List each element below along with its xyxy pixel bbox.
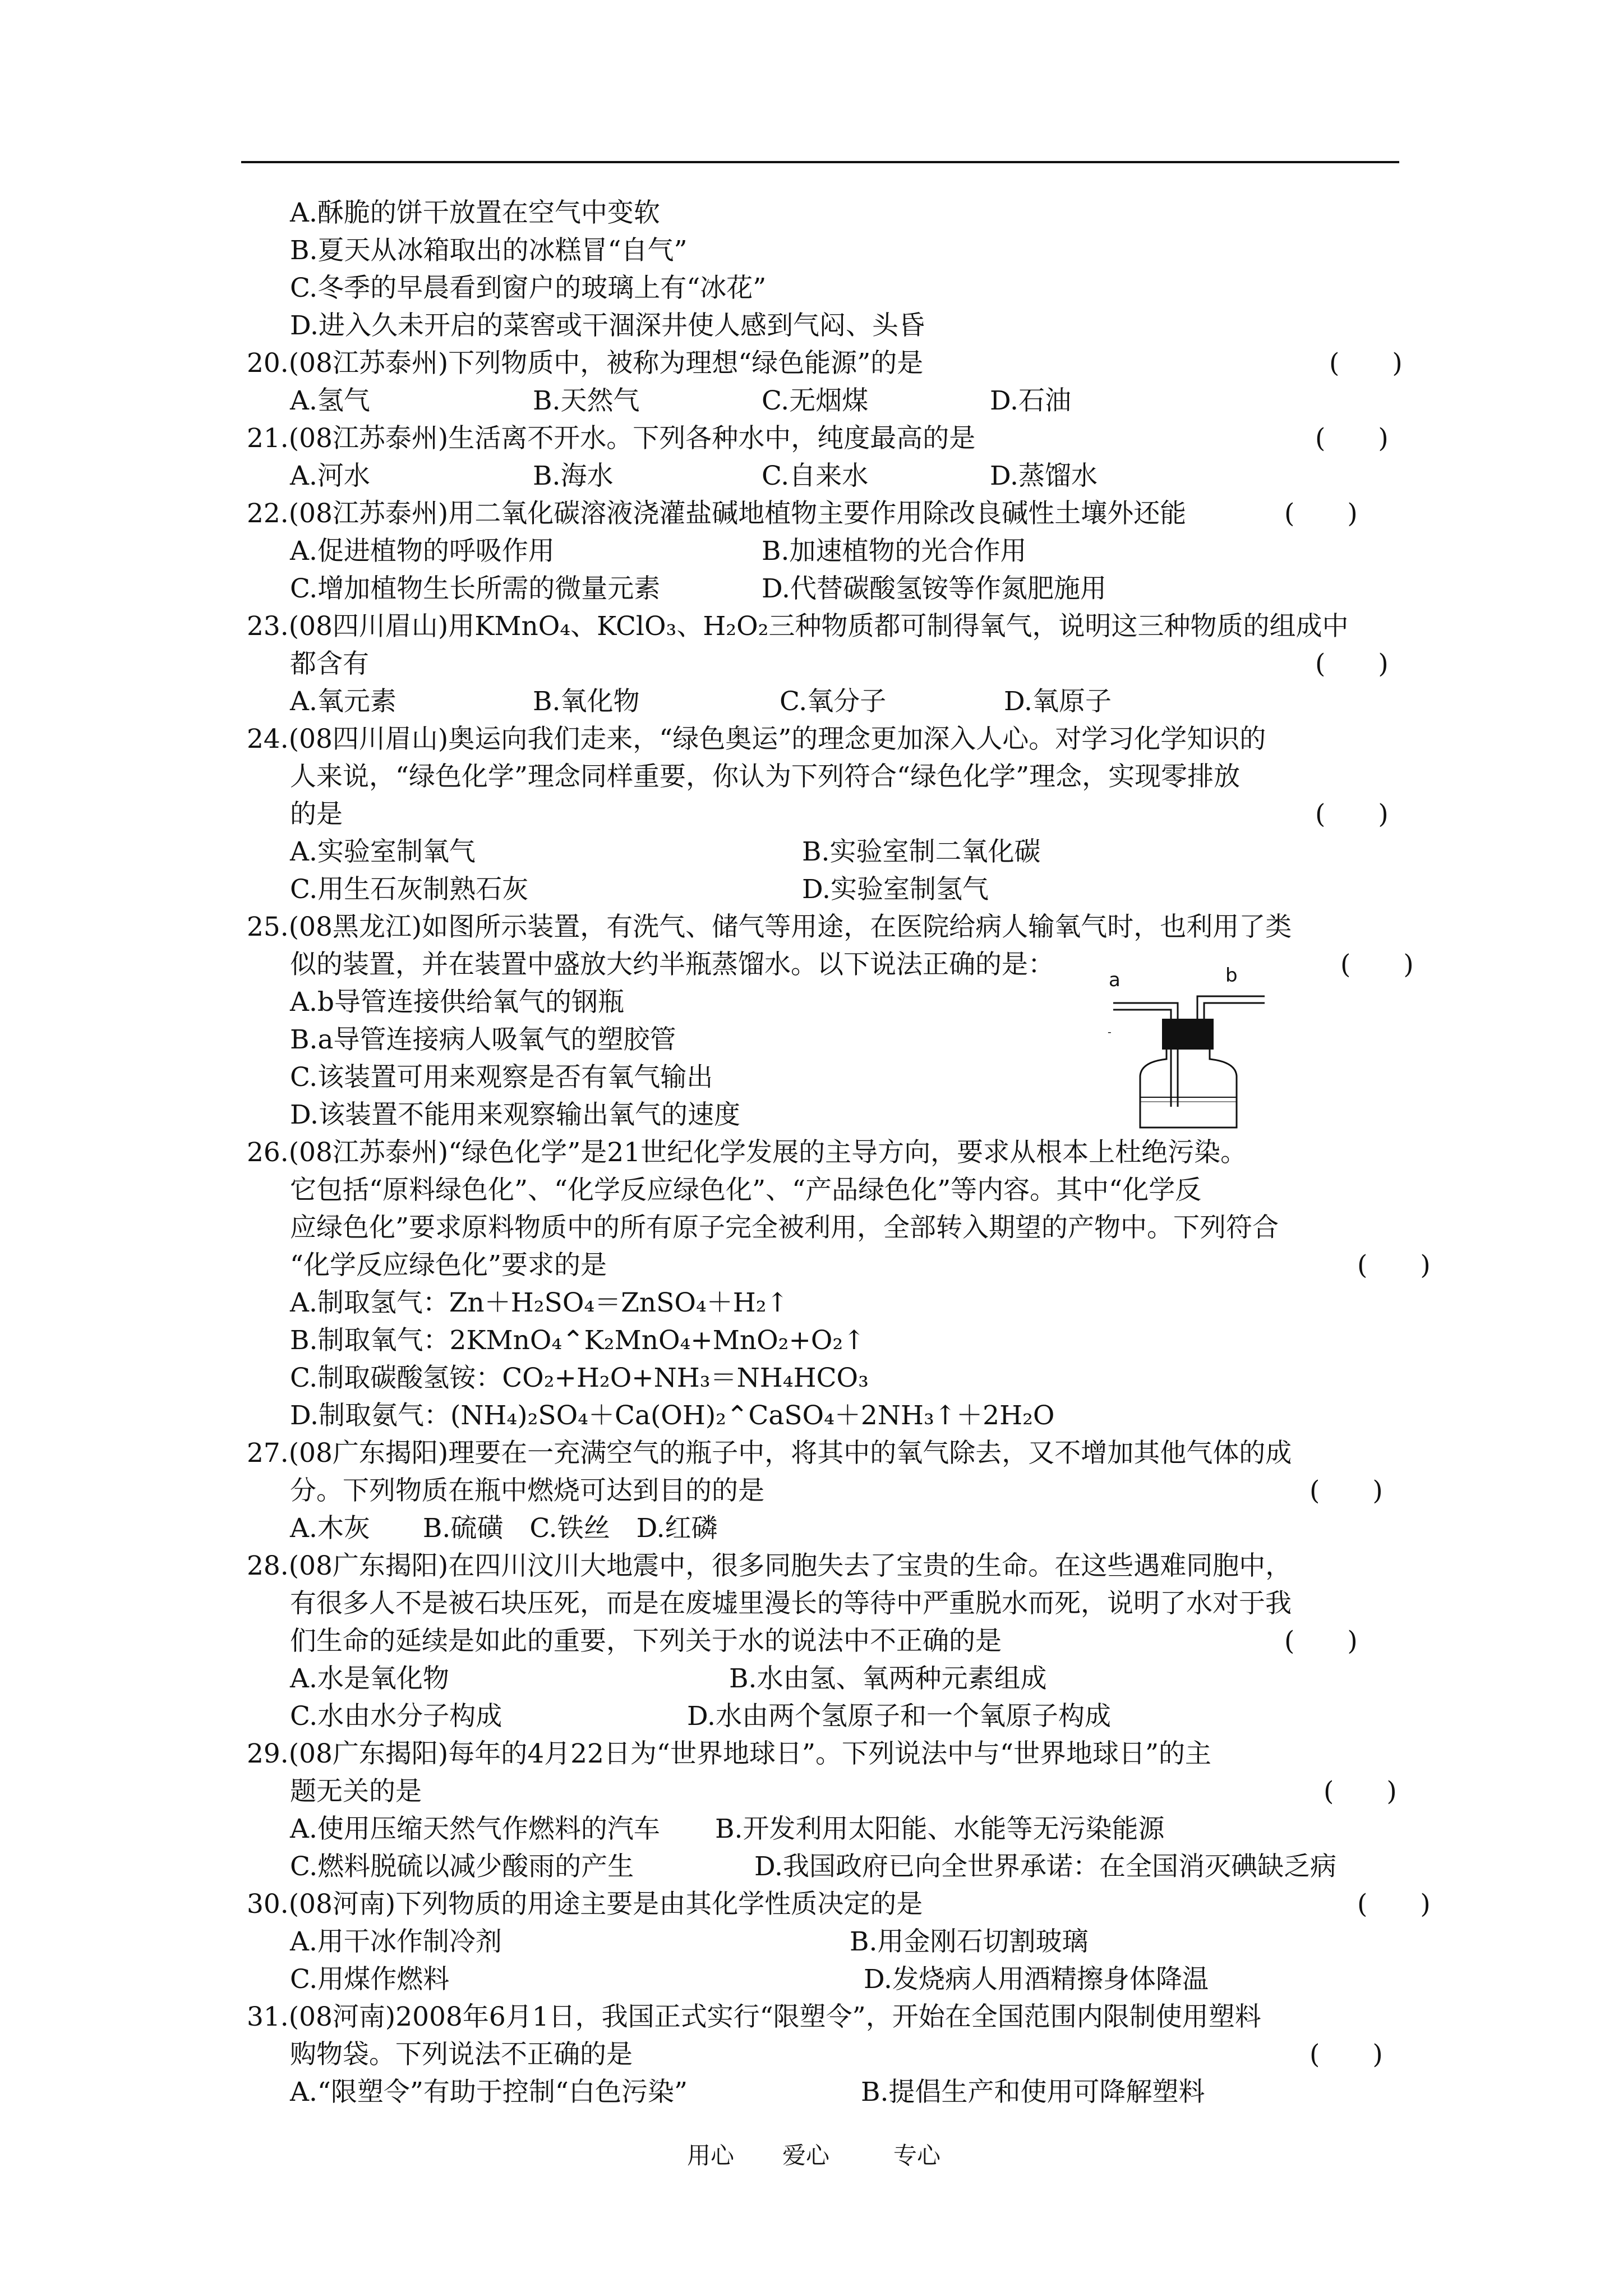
q31-answer-blank: ( ) [1310,2039,1383,2070]
q27-options: A.木灰 B.硫磺 C.铁丝 D.红磷 [290,1513,718,1544]
tube-b [1197,996,1265,1020]
q21-option-a: A.河水 [290,461,370,491]
q26-option-c: C.制取碳酸氢铵：CO₂+H₂O+NH₃＝NH₄HCO₃ [290,1363,869,1393]
q23-option-a: A.氧元素 [290,686,396,717]
q21-option-c: C.自来水 [762,461,869,491]
q28-option-d: D.水由两个氢原子和一个氧原子构成 [687,1701,1111,1732]
q19-option-a: A.酥脆的饼干放置在空气中变软 [290,197,660,228]
q22-option-d: D.代替碳酸氢铵等作氮肥施用 [762,573,1106,604]
q19-option-d: D.进入久未开启的菜窖或干涸深井使人感到气闷、头昏 [290,310,925,341]
q22-option-a: A.促进植物的呼吸作用 [290,536,555,567]
q20-option-c: C.无烟煤 [762,385,869,416]
bottle [1140,1050,1237,1128]
q28-stem-line1: 28.(08广东揭阳)在四川汶川大地震中，很多同胞失去了宝贵的生命。在这些遇难同胞中， [247,1550,1292,1581]
q27-answer-blank: ( ) [1310,1475,1383,1506]
q30-option-d: D.发烧病人用酒精擦身体降温 [864,1964,1209,1995]
q26-stem-line3: 应绿色化”要求原料物质中的所有原子完全被利用，全部转入期望的产物中。下列符合 [290,1212,1279,1243]
footer-word-1: 用心 [687,2142,735,2169]
q25-stem-line2: 似的装置，并在装置中盛放大约半瓶蒸馏水。以下说法正确的是： [290,949,1054,980]
q30-answer-blank: ( ) [1357,1889,1431,1920]
gas-washing-bottle-figure [1108,964,1293,1132]
q20-option-a: A.氢气 [290,385,370,416]
q24-stem-line2: 人来说，“绿色化学”理念同样重要，你认为下列符合“绿色化学”理念，实现零排放 [290,761,1241,792]
q24-option-a: A.实验室制氧气 [290,836,476,867]
q20-stem: 20.(08江苏泰州)下列物质中，被称为理想“绿色能源”的是 [247,348,924,379]
q28-option-b: B.水由氢、氧两种元素组成 [729,1663,1047,1694]
q24-stem-line1: 24.(08四川眉山)奥运向我们走来，“绿色奥运”的理念更加深入人心。对学习化学知识的 [247,724,1266,754]
q23-stem-line2: 都含有 [290,648,369,679]
q27-stem-line2: 分。下列物质在瓶中燃烧可达到目的的是 [290,1475,764,1506]
q26-stem-line1: 26.(08江苏泰州)“绿色化学”是21世纪化学发展的主导方向，要求从根本上杜绝污染。 [247,1137,1247,1168]
tube-label-b: b [1225,964,1238,987]
q26-option-b: B.制取氧气：2KMnO₄⌃K₂MnO₄+MnO₂+O₂↑ [290,1325,865,1356]
q24-stem-line3: 的是 [290,799,343,830]
rubber-stopper [1162,1019,1214,1050]
q29-stem-line1: 29.(08广东揭阳)每年的4月22日为“世界地球日”。下列说法中与“世界地球日”的主 [247,1738,1212,1769]
q31-option-a: A.“限塑令”有助于控制“白色污染” [290,2077,688,2108]
q25-option-d: D.该装置不能用来观察输出氧气的速度 [290,1099,740,1130]
q30-option-b: B.用金刚石切割玻璃 [850,1926,1089,1957]
q29-option-d: D.我国政府已向全世界承诺：在全国消灭碘缺乏病 [754,1851,1336,1882]
q24-option-b: B.实验室制二氧化碳 [802,836,1041,867]
q26-answer-blank: ( ) [1357,1250,1431,1281]
q20-answer-blank: ( ) [1329,348,1403,379]
q29-stem-line2: 题无关的是 [290,1776,422,1807]
q23-option-d: D.氧原子 [1004,686,1112,717]
footer-word-2: 爱心 [782,2142,830,2169]
q25-stem-line1: 25.(08黑龙江)如图所示装置，有洗气、储气等用途，在医院给病人输氧气时，也利用了类 [247,912,1292,942]
q26-stem-line4: “化学反应绿色化”要求的是 [290,1250,607,1281]
q31-stem-line1: 31.(08河南)2008年6月1日，我国正式实行“限塑令”，开始在全国范围内限制使用塑料 [247,2001,1261,2032]
q22-option-c: C.增加植物生长所需的微量元素 [290,573,661,604]
q31-option-b: B.提倡生产和使用可降解塑料 [861,2077,1205,2108]
q28-stem-line2: 有很多人不是被石块压死，而是在废墟里漫长的等待中严重脱水而死，说明了水对于我 [290,1588,1292,1619]
q27-stem-line1: 27.(08广东揭阳)理要在一充满空气的瓶子中，将其中的氧气除去，又不增加其他气体的成 [247,1438,1292,1469]
q29-option-c: C.燃料脱硫以减少酸雨的产生 [290,1851,634,1882]
q28-option-a: A.水是氧化物 [290,1663,449,1694]
q28-option-c: C.水由水分子构成 [290,1701,502,1732]
svg-text:-: - [1108,1025,1112,1038]
q24-option-d: D.实验室制氢气 [802,874,989,905]
q21-option-b: B.海水 [533,461,614,491]
q23-option-c: C.氧分子 [780,686,887,717]
q29-option-a: A.使用压缩天然气作燃料的汽车 [290,1814,660,1844]
q23-stem-line1: 23.(08四川眉山)用KMnO₄、KClO₃、H₂O₂三种物质都可制得氧气，说明这三种物质的组成中 [247,611,1349,642]
q28-answer-blank: ( ) [1284,1626,1358,1657]
q23-option-b: B.氧化物 [533,686,640,717]
q24-option-c: C.用生石灰制熟石灰 [290,874,529,905]
q23-answer-blank: ( ) [1315,648,1389,679]
q19-option-b: B.夏天从冰箱取出的冰糕冒“自气” [290,235,688,266]
q25-answer-blank: ( ) [1340,949,1414,980]
q30-option-a: A.用干冰作制冷剂 [290,1926,502,1957]
q26-option-a: A.制取氢气：Zn＋H₂SO₄＝ZnSO₄＋H₂↑ [290,1287,789,1318]
q30-stem: 30.(08河南)下列物质的用途主要是由其化学性质决定的是 [247,1889,923,1920]
q29-answer-blank: ( ) [1324,1776,1397,1807]
q20-option-d: D.石油 [990,385,1071,416]
q21-stem: 21.(08江苏泰州)生活离不开水。下列各种水中，纯度最高的是 [247,423,976,454]
q30-option-c: C.用煤作燃料 [290,1964,450,1995]
footer-word-3: 专心 [893,2142,941,2169]
q24-answer-blank: ( ) [1315,799,1389,830]
q25-option-c: C.该装置可用来观察是否有氧气输出 [290,1062,713,1093]
q26-stem-line2: 它包括“原料绿色化”、“化学反应绿色化”、“产品绿色化”等内容。其中“化学反 [290,1175,1202,1205]
q31-stem-line2: 购物袋。下列说法不正确的是 [290,2039,633,2070]
q25-option-a: A.b导管连接供给氧气的钢瓶 [290,987,624,1018]
q22-answer-blank: ( ) [1284,498,1358,529]
q29-option-b: B.开发利用太阳能、水能等无污染能源 [715,1814,1165,1844]
q22-option-b: B.加速植物的光合作用 [762,536,1027,567]
tube-a [1113,1003,1178,1107]
q19-option-c: C.冬季的早晨看到窗户的玻璃上有“冰花” [290,273,767,303]
q26-option-d: D.制取氨气：(NH₄)₂SO₄＋Ca(OH)₂⌃CaSO₄＋2NH₃↑＋2H₂O [290,1400,1055,1431]
q20-option-b: B.天然气 [533,385,640,416]
q22-stem: 22.(08江苏泰州)用二氧化碳溶液浇灌盐碱地植物主要作用除改良碱性土壤外还能 [247,498,1187,529]
tube-label-a: a [1109,969,1121,991]
q25-option-b: B.a导管连接病人吸氧气的塑胶管 [290,1024,676,1055]
q21-answer-blank: ( ) [1315,423,1389,454]
q28-stem-line3: 们生命的延续是如此的重要，下列关于水的说法中不正确的是 [290,1626,1002,1657]
header-rule [241,161,1399,163]
q21-option-d: D.蒸馏水 [990,461,1098,491]
